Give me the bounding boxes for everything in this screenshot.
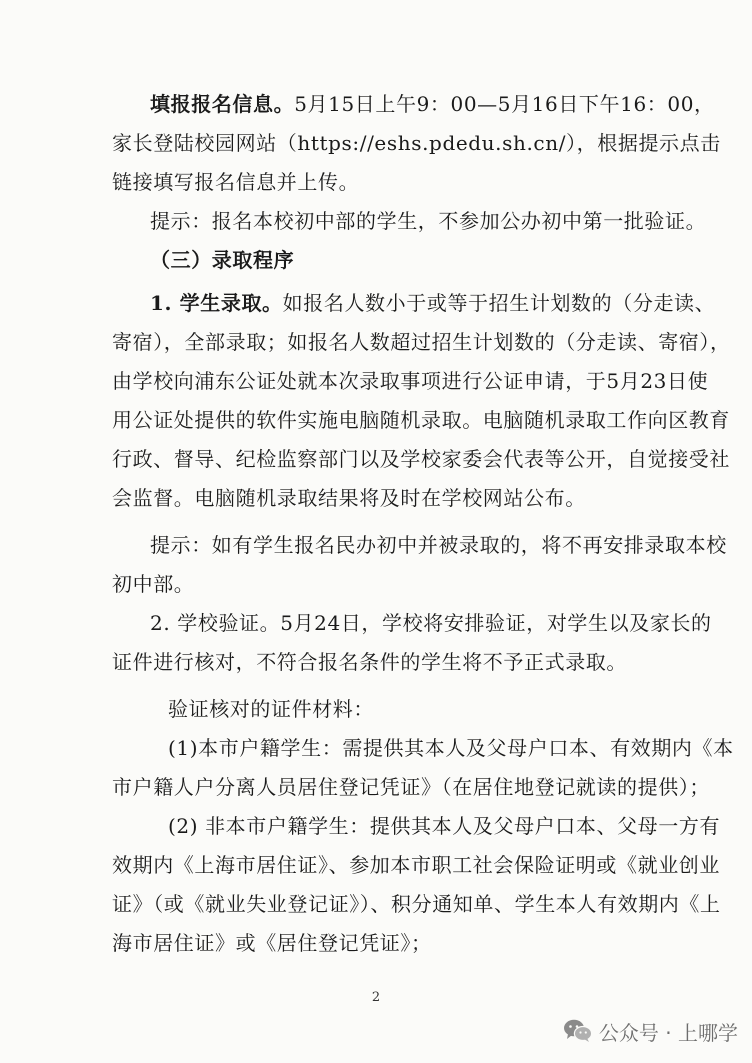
signup-time: 5月15日上午9：00—5月16日下午16：00， [294,92,715,116]
paragraph-materials-intro: 验证核对的证件材料： [168,697,374,721]
watermark-text: 公众号 · 上哪学 [598,1020,738,1045]
paragraph-signup-line-3: 链接填写报名信息并上传。 [112,170,360,194]
wechat-icon [563,1018,593,1044]
paragraph-nonlocal-line-2: 效期内《上海市居住证》、参加本市职工社会保险证明或《就业创业 [112,853,720,877]
paragraph-verification-line-2: 证件进行核对，不符合报名条件的学生将不予正式录取。 [112,650,627,674]
paragraph-admission-line-3: 由学校向浦东公证处就本次录取事项进行公证申请，于5月23日使 [112,369,709,393]
paragraph-tip-1: 提示：报名本校初中部的学生，不参加公办初中第一批验证。 [150,209,707,233]
paragraph-local-line-1: (1)本市户籍学生：需提供其本人及父母户口本、有效期内《本 [168,736,734,760]
paragraph-nonlocal-line-3: 证》（或《就业失业登记证》）、积分通知单、学生本人有效期内《上 [112,892,721,916]
section-heading-admission: （三）录取程序 [150,248,295,272]
admission-subheading: 1. 学生录取。 [150,291,283,315]
paragraph-signup-line-2 [112,129,721,157]
paragraph-admission-line-1: 1. 学生录取。如报名人数小于或等于招生计划数的（分走读、 [150,291,716,315]
page-number: 2 [371,990,381,1005]
paragraph-admission-line-2: 寄宿），全部录取；如报名人数超过招生计划数的（分走读、寄宿）， [112,330,731,354]
paragraph-tip-2-line-2: 初中部。 [112,572,195,596]
paragraph-local-line-2: 市户籍人户分离人员居住登记凭证》（在居住地登记就读的提供）； [112,775,710,799]
watermark [563,1016,738,1046]
paragraph-admission-line-6: 会监督。电脑随机录取结果将及时在学校网站公布。 [112,486,586,510]
paragraph-admission-line-4: 用公证处提供的软件实施电脑随机录取。电脑随机录取工作向区教育 [112,408,730,432]
paragraph-nonlocal-line-1: (2) 非本市户籍学生：提供其本人及父母户口本、父母一方有 [168,814,721,838]
paragraph-tip-2-line-1: 提示：如有学生报名民办初中并被录取的，将不再安排录取本校 [150,533,727,557]
paragraph-signup-line-1 [150,90,715,118]
paragraph-verification-line-1: 2. 学校验证。5月24日，学校将安排验证，对学生以及家长的 [150,611,712,635]
paragraph-nonlocal-line-4: 海市居住证》或《居住登记凭证》； [112,931,432,955]
signup-heading: 填报报名信息。 [150,92,295,116]
signup-website: 家长登陆校园网站（https://eshs.pdedu.sh.cn/），根据提示点击 [112,131,721,155]
paragraph-admission-line-5: 行政、督导、纪检监察部门以及学校家委会代表等公开，自觉接受社 [112,447,730,471]
